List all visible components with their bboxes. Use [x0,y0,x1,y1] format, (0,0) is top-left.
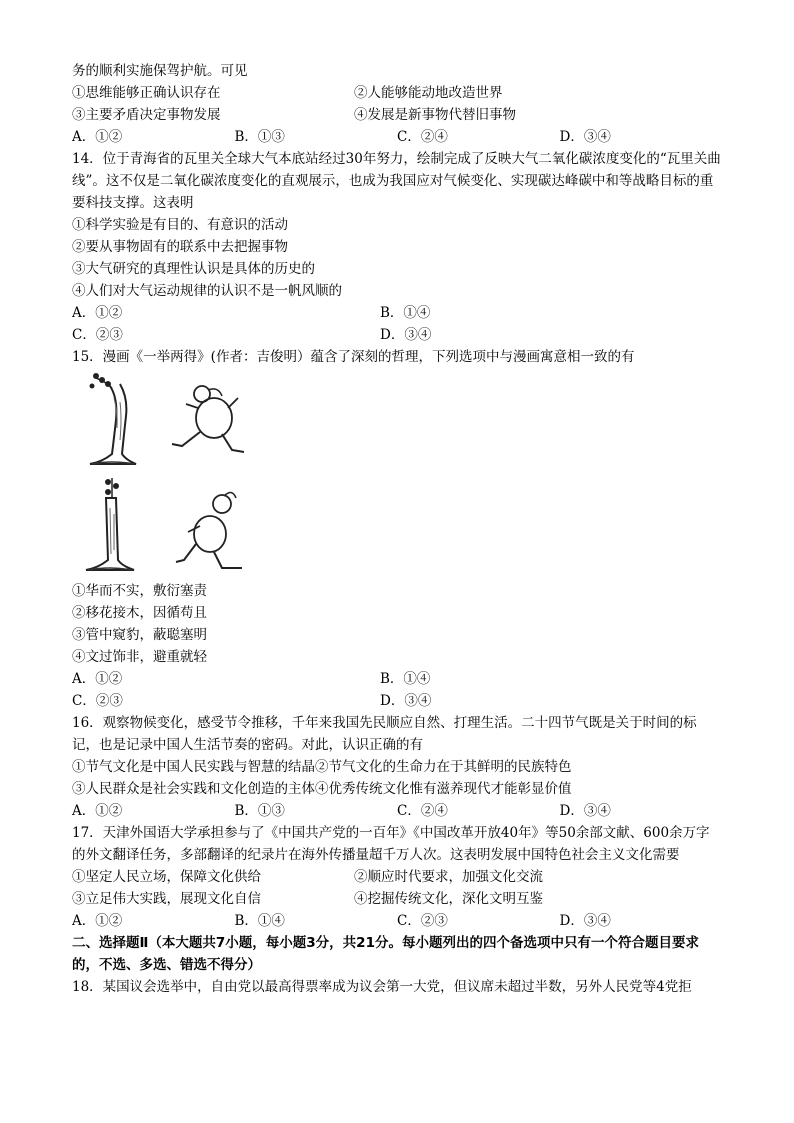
q13-choice-c: C．②④ [397,129,448,145]
q16-stem: 16．观察物候变化，感受节令推移，千年来我国先民顺应自然、打理生活。二十四节气既是关于时间的标记，也是记录中国人生活节奏的密码。对此，认识正确的有 [72,715,697,753]
q14-choice-d: D．③④ [380,327,432,343]
q17-options-row-2 [72,888,722,910]
q17-choice-d: D．③④ [559,913,611,929]
q15-choices-row-2 [72,690,722,712]
q17-choice-c: C．②③ [397,913,448,929]
q16-choice-b: B．①③ [234,803,285,819]
q16-choice-d: D．③④ [559,803,611,819]
exam-page [72,60,722,998]
cartoon-panel-1 [72,368,722,474]
q15-choice-a: A．①② [72,671,123,687]
q16-choices [72,800,722,822]
q13-choices [72,126,722,148]
cartoon-stump-kneeling-man-image [72,474,272,580]
q17-choice-a: A．①② [72,913,123,929]
q14-choices-row-1 [72,302,722,324]
q18-stem: 18．某国议会选举中，自由党以最高得票率成为议会第一大党，但议席未超过半数，另外人民党等4党拒 [72,979,692,995]
q13-options-row-1 [72,82,722,104]
q17-option-2: ②顺应时代要求，加强文化交流 [354,869,543,885]
q16-options-line-1: ①节气文化是中国人民实践与智慧的结晶②节气文化的生命力在于其鲜明的民族特色 [72,759,572,775]
q14-choice-a: A．①② [72,305,123,321]
q17-choice-b: B．①④ [234,913,285,929]
q17-option-4: ④挖掘传统文化，深化文明互鉴 [354,891,543,907]
q13-choice-b: B．①③ [234,129,285,145]
q15-option-3: ③管中窥豹，蔽聪塞明 [72,627,207,643]
q13-tail: 务的顺利实施保驾护航。可见 [72,63,248,79]
q15-option-1: ①华而不实，敷衍塞责 [72,583,207,599]
cartoon-tree-runner-image [72,368,272,474]
q17-stem: 17．天津外国语大学承担参与了《中国共产党的一百年》《中国改革开放40年》等50余部文献、600余万字的外文翻译任务，多部翻译的纪录片在海外传播量超千万人次。这表明发展中国特色社会主义文化需要 [72,825,710,863]
section-2-heading: 二、选择题Ⅱ（本大题共7小题，每小题3分，共21分。每小题列出的四个备选项中只有一个符合题目要求的，不选、多选、错选不得分） [72,935,699,973]
cartoon-panel-2 [72,474,722,580]
q14-option-2: ②要从事物固有的联系中去把握事物 [72,239,288,255]
q15-option-4: ④文过饰非，避重就轻 [72,649,207,665]
q16-choice-a: A．①② [72,803,123,819]
q13-option-4: ④发展是新事物代替旧事物 [354,107,516,123]
q13-choice-a: A．①② [72,129,123,145]
q14-choice-b: B．①④ [380,305,431,321]
q14-choice-c: C．②③ [72,327,123,343]
q15-choices-row-1 [72,668,722,690]
q17-options-row-1 [72,866,722,888]
q13-choice-d: D．③④ [559,129,611,145]
q15-choice-d: D．③④ [380,693,432,709]
q14-stem: 14．位于青海省的瓦里关全球大气本底站经过30年努力，绘制完成了反映大气二氧化碳浓度变化的“瓦里关曲线”。这不仅是二氧化碳浓度变化的直观展示，也成为我国应对气候变化、实现碳达峰碳中和等战略目标的重要科技支撑。这表明 [72,151,721,211]
q13-options-row-2 [72,104,722,126]
q14-option-1: ①科学实验是有目的、有意识的活动 [72,217,288,233]
q13-option-2: ②人能够能动地改造世界 [354,85,503,101]
q16-choice-c: C．②④ [397,803,448,819]
q14-option-3: ③大气研究的真理性认识是具体的历史的 [72,261,315,277]
q17-option-1: ①坚定人民立场，保障文化供给 [72,869,261,885]
q17-choices [72,910,722,932]
q17-option-3: ③立足伟大实践，展现文化自信 [72,891,261,907]
q14-choices-row-2 [72,324,722,346]
q16-options-line-2: ③人民群众是社会实践和文化创造的主体④优秀传统文化惟有滋养现代才能彰显价值 [72,781,572,797]
q13-option-3: ③主要矛盾决定事物发展 [72,107,221,123]
q15-choice-c: C．②③ [72,693,123,709]
q13-option-1: ①思维能够正确认识存在 [72,85,221,101]
q15-choice-b: B．①④ [380,671,431,687]
q15-stem: 15．漫画《一举两得》(作者：吉俊明）蕴含了深刻的哲理，下列选项中与漫画寓意相一致的有 [72,349,635,365]
q14-option-4: ④人们对大气运动规律的认识不是一帆风顺的 [72,283,342,299]
q15-option-2: ②移花接木，因循苟且 [72,605,207,621]
